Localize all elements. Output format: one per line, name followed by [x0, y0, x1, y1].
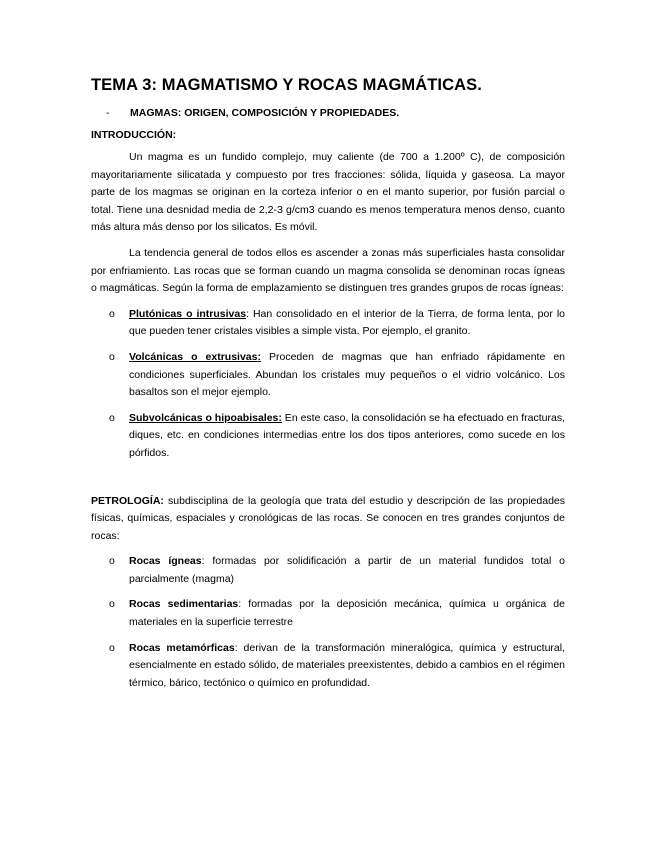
- list-item: [91, 640, 565, 693]
- bullet-marker: o: [109, 555, 115, 568]
- list-item: [91, 553, 565, 588]
- subheading-text: MAGMAS: ORIGEN, COMPOSICIÓN Y PROPIEDADES.: [130, 107, 400, 119]
- bullet-marker: o: [109, 598, 115, 611]
- item-description: : formadas por solidificación a partir de un material fundidos total o parcialmente (magma): [129, 555, 565, 585]
- item-description: : formadas por la deposición mecánica, química u orgánica de materiales en la superficie terrestre: [129, 598, 565, 629]
- intro-label: INTRODUCCIÓN:: [91, 129, 177, 141]
- list-item: [91, 410, 565, 463]
- bullet-marker: o: [109, 350, 115, 363]
- term-volcanicas: Volcánicas o extrusivas:: [129, 350, 261, 363]
- bullet-marker: o: [109, 641, 115, 654]
- item-description: En este caso, la consolidación se ha efectuado en fracturas, diques, etc. en condiciones intermedias entre los dos tipos anteriores, como sucede en los pórfidos.: [129, 411, 565, 459]
- term-plutonicas: Plutónicas o intrusivas: [129, 307, 247, 320]
- term-separator: :: [246, 307, 249, 320]
- term-subvolcanicas: Subvolcánicas o hipoabisales:: [129, 411, 282, 424]
- item-description: Proceden de magmas que han enfriado rápidamente en condiciones superficiales. Abundan los cristales muy pequeños o el vidrio volcánico. Los basaltos son el mejor ejemplo.: [129, 350, 566, 399]
- paragraph-petrology: [91, 493, 565, 546]
- page-title: TEMA 3: MAGMATISMO Y ROCAS MAGMÁTICAS.: [91, 76, 482, 94]
- paragraph-ascent-tendency: La tendencia general de todos ellos es ascender a zonas más superficiales hasta consolidar por enfriamiento. Las rocas que se forman cuando un magma consolida se denominan rocas ígneas o magmáticas. Según la forma de emplazamiento se distinguen tres grandes grupos de rocas ígneas:: [91, 246, 565, 295]
- term-rocas-sedimentarias: Rocas sedimentarias: [129, 598, 239, 611]
- igneous-groups-list: [91, 306, 565, 463]
- list-item: [91, 349, 565, 402]
- petrology-label: PETROLOGÍA:: [91, 494, 164, 507]
- term-rocas-metamorficas: Rocas metamórficas: [129, 641, 235, 654]
- section-subheading: [91, 107, 565, 119]
- item-description: : derivan de la transformación mineralógica, química y estructural, esencialmente en estado sólido, de materiales preexistentes, debido a cambios en el régimen térmico, bárico, tectónico o químico en profundidad.: [129, 641, 566, 689]
- paragraph-magma-definition: Un magma es un fundido complejo, muy caliente (de 700 a 1.200º C), de composición mayoritariamente silicatada y compuesto por tres fracciones: sólida, líquida y gaseosa. La mayor parte de los magmas se originan en la corteza inferior o en el manto superior, por fusión parcial o total. Tiene una desnidad media de 2,2-3 g/cm3 cuando es menos temperatura menos denso, cuanto más altura más denso por los silicatos. Es móvil.: [91, 151, 565, 234]
- rock-sets-list: [91, 553, 565, 692]
- list-item: [91, 596, 565, 631]
- petrology-text: subdisciplina de la geología que trata del estudio y descripción de las propiedades físicas, químicas, espaciales y cronológicas de las rocas. Se conocen en tres grandes conjuntos de rocas:: [91, 494, 565, 542]
- section-spacer: [91, 471, 565, 493]
- list-item: [91, 306, 565, 341]
- term-rocas-igneas: Rocas ígneas: [129, 555, 202, 568]
- bullet-marker: o: [109, 307, 115, 320]
- document-body: [91, 76, 565, 700]
- subheading-bullet: -: [106, 107, 110, 119]
- bullet-marker: o: [109, 411, 115, 424]
- item-description: Han consolidado en el interior de la Tierra, de forma lenta, por lo que pueden tener cristales visibles a simple vista. Por ejemplo, el granito.: [129, 307, 565, 338]
